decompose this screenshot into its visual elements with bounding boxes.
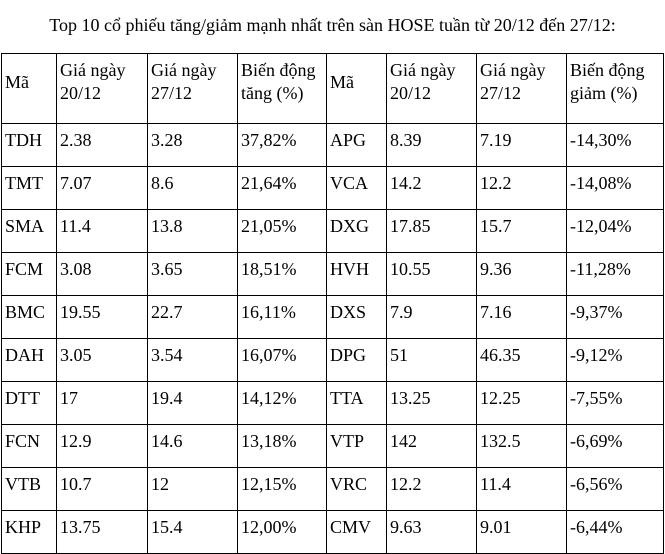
gain-code-cell: TMT [2,167,57,210]
loss-code-cell: TTA [327,382,387,425]
header-loss-price-2712 [477,54,567,124]
header-line: Giá ngày [151,60,217,80]
gain-price-2712-cell: 12 [148,468,238,511]
gain-price-2012-cell: 3.05 [57,339,148,382]
gain-price-2012-cell: 7.07 [57,167,148,210]
gain-code-cell: TDH [2,124,57,167]
gain-price-2712-cell: 19.4 [148,382,238,425]
gain-code-cell: VTB [2,468,57,511]
header-line: 20/12 [390,83,432,103]
loss-change-cell: -6,44% [567,511,664,554]
header-gain-price-2012 [57,54,148,124]
gain-price-2712-cell: 8.6 [148,167,238,210]
loss-change-cell: -14,08% [567,167,664,210]
table-caption: Top 10 cổ phiếu tăng/giảm mạnh nhất trên sàn HOSE tuần từ 20/12 đến 27/12: [49,15,616,35]
loss-price-2712-cell: 15.7 [477,210,567,253]
loss-code-cell: DPG [327,339,387,382]
header-row [2,54,664,124]
loss-code-cell: VCA [327,167,387,210]
gain-code-cell: SMA [2,210,57,253]
gain-price-2012-cell: 17 [57,382,148,425]
loss-price-2012-cell: 7.9 [387,296,477,339]
table-row [2,167,664,210]
table-row [2,511,664,554]
loss-change-cell: -11,28% [567,253,664,296]
header-line: 27/12 [480,83,522,103]
stock-movers-table [1,53,664,554]
loss-change-cell: -7,55% [567,382,664,425]
gain-change-cell: 21,64% [238,167,327,210]
loss-change-cell: -14,30% [567,124,664,167]
gain-price-2712-cell: 15.4 [148,511,238,554]
loss-price-2012-cell: 8.39 [387,124,477,167]
header-line: 20/12 [60,83,102,103]
loss-change-cell: -9,37% [567,296,664,339]
header-gain-price-2712 [148,54,238,124]
loss-code-cell: DXG [327,210,387,253]
gain-change-cell: 16,07% [238,339,327,382]
gain-price-2012-cell: 11.4 [57,210,148,253]
gain-change-cell: 12,00% [238,511,327,554]
table-row [2,210,664,253]
gain-change-cell: 14,12% [238,382,327,425]
loss-price-2712-cell: 46.35 [477,339,567,382]
loss-change-cell: -6,56% [567,468,664,511]
gain-change-cell: 13,18% [238,425,327,468]
loss-price-2712-cell: 11.4 [477,468,567,511]
loss-price-2712-cell: 9.01 [477,511,567,554]
loss-price-2712-cell: 7.16 [477,296,567,339]
loss-price-2012-cell: 14.2 [387,167,477,210]
loss-price-2012-cell: 17.85 [387,210,477,253]
loss-price-2712-cell: 7.19 [477,124,567,167]
gain-code-cell: FCN [2,425,57,468]
table-row [2,382,664,425]
table-row [2,425,664,468]
loss-code-cell: HVH [327,253,387,296]
gain-change-cell: 37,82% [238,124,327,167]
loss-change-cell: -6,69% [567,425,664,468]
header-loss-change [567,54,664,124]
header-line: 27/12 [151,83,193,103]
gain-price-2012-cell: 19.55 [57,296,148,339]
loss-code-cell: DXS [327,296,387,339]
loss-price-2712-cell: 132.5 [477,425,567,468]
header-line: Biến động [241,60,316,80]
header-line: Biến động [570,60,645,80]
gain-code-cell: KHP [2,511,57,554]
gain-price-2012-cell: 10.7 [57,468,148,511]
gain-change-cell: 18,51% [238,253,327,296]
gain-price-2012-cell: 2.38 [57,124,148,167]
gain-change-cell: 12,15% [238,468,327,511]
header-loss-code: Mã [327,54,387,124]
loss-code-cell: VRC [327,468,387,511]
loss-price-2712-cell: 12.2 [477,167,567,210]
loss-code-cell: VTP [327,425,387,468]
table-row [2,253,664,296]
header-line: giảm (%) [570,83,638,103]
gain-price-2712-cell: 22.7 [148,296,238,339]
loss-price-2012-cell: 12.2 [387,468,477,511]
table-row [2,124,664,167]
table-row [2,339,664,382]
loss-price-2012-cell: 142 [387,425,477,468]
header-gain-code: Mã [2,54,57,124]
loss-code-cell: APG [327,124,387,167]
gain-price-2012-cell: 12.9 [57,425,148,468]
header-line: Giá ngày [480,60,546,80]
gain-price-2012-cell: 13.75 [57,511,148,554]
header-gain-change [238,54,327,124]
table-row [2,296,664,339]
gain-code-cell: FCM [2,253,57,296]
header-line: tăng (%) [241,83,304,103]
gain-price-2712-cell: 3.28 [148,124,238,167]
loss-price-2012-cell: 9.63 [387,511,477,554]
gain-code-cell: BMC [2,296,57,339]
header-loss-price-2012 [387,54,477,124]
gain-code-cell: DAH [2,339,57,382]
gain-price-2712-cell: 3.54 [148,339,238,382]
loss-price-2712-cell: 9.36 [477,253,567,296]
gain-price-2012-cell: 3.08 [57,253,148,296]
loss-price-2712-cell: 12.25 [477,382,567,425]
loss-price-2012-cell: 13.25 [387,382,477,425]
gain-code-cell: DTT [2,382,57,425]
gain-price-2712-cell: 13.8 [148,210,238,253]
gain-change-cell: 16,11% [238,296,327,339]
loss-price-2012-cell: 10.55 [387,253,477,296]
table-row [2,468,664,511]
gain-change-cell: 21,05% [238,210,327,253]
loss-price-2012-cell: 51 [387,339,477,382]
loss-change-cell: -9,12% [567,339,664,382]
gain-price-2712-cell: 3.65 [148,253,238,296]
gain-price-2712-cell: 14.6 [148,425,238,468]
loss-code-cell: CMV [327,511,387,554]
header-line: Giá ngày [390,60,456,80]
header-line: Giá ngày [60,60,126,80]
loss-change-cell: -12,04% [567,210,664,253]
